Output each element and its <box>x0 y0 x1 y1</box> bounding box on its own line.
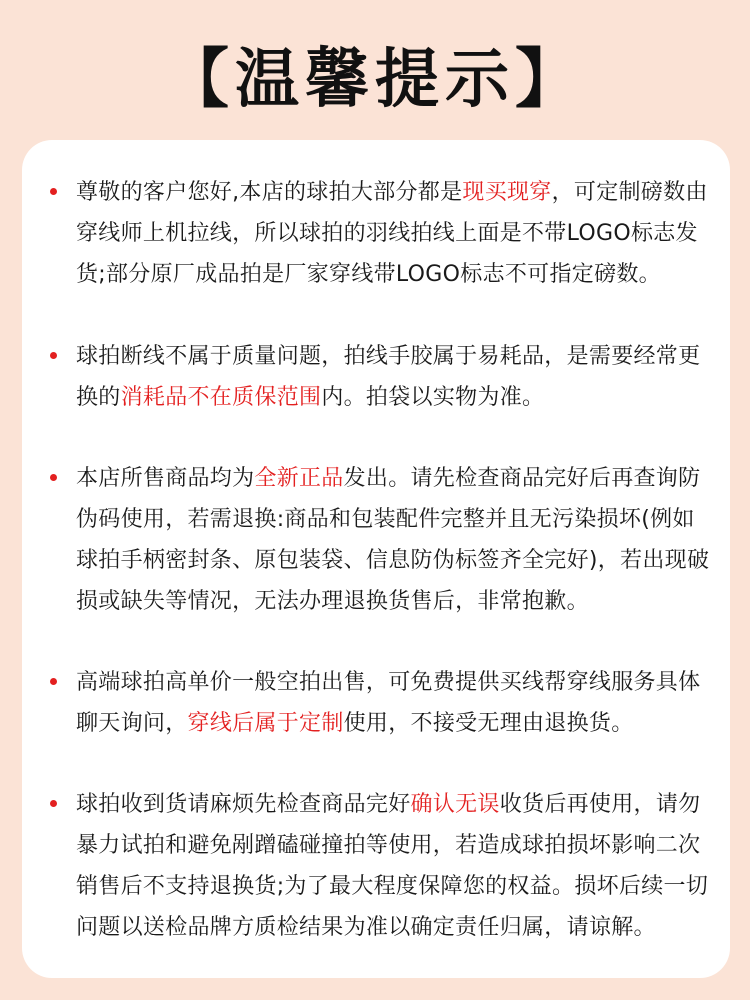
notice-item <box>22 458 730 622</box>
notice-highlight: 确认无误 <box>410 792 500 817</box>
notice-text-before: 尊敬的客户您好,本店的球拍大部分都是 <box>76 180 463 205</box>
notice-card <box>22 140 730 978</box>
bullet-dot-icon <box>50 678 57 685</box>
bullet-dot-icon <box>50 188 57 195</box>
notice-text <box>76 336 710 418</box>
notice-text-before: 本店所售商品均为 <box>76 466 255 491</box>
bullet-dot-icon <box>50 800 57 807</box>
notice-highlight: 消耗品不在质保范围 <box>120 385 322 410</box>
notice-text <box>76 662 710 744</box>
notice-text <box>76 784 710 948</box>
notice-item <box>22 336 730 418</box>
notice-text-before: 球拍断线不属于质量问题，拍线手胶属于易耗品，是需要经常更换的 <box>76 344 701 410</box>
bullet-dot-icon <box>50 352 57 359</box>
notice-text-after: 发出。请先检查商品完好后再查询防伪码使用，若需退换:商品和包装配件完整并且无污染损坏(例如球拍手柄密封条、原包装袋、信息防伪标签齐全完好)，若出现破损或缺失等情况，无法办理退换货售后，非常抱歉。 <box>76 466 710 614</box>
notice-highlight: 穿线后属于定制 <box>187 711 344 736</box>
notice-text-before: 球拍收到货请麻烦先检查商品完好 <box>76 792 411 817</box>
notice-highlight: 现买现穿 <box>462 180 552 205</box>
notice-text-after: 使用，不接受无理由退换货。 <box>343 711 634 736</box>
notice-text <box>76 458 710 622</box>
notice-text-before: 高端球拍高单价一般空拍出售，可免费提供买线帮穿线服务具体聊天询问， <box>76 670 701 736</box>
page-title: 【温馨提示】 <box>165 43 585 117</box>
bullet-dot-icon <box>50 474 57 481</box>
notice-text <box>76 172 710 295</box>
notice-text-after: 内。拍袋以实物为准。 <box>321 385 545 410</box>
notice-item <box>22 172 730 295</box>
notice-text-after: 收货后再使用，请勿暴力试拍和避免剐蹭磕碰撞拍等使用，若造成球拍损坏影响二次销售后不支持退换货;为了最大程度保障您的权益。损坏后续一切问题以送检品牌方质检结果为准以确定责任归属，请谅解。 <box>76 792 709 940</box>
notice-item <box>22 662 730 744</box>
notice-highlight: 全新正品 <box>254 466 344 491</box>
notice-item <box>22 784 730 948</box>
notice-text-after: ，可定制磅数由穿线师上机拉线，所以球拍的羽线拍线上面是不带LOGO标志发货;部分原厂成品拍是厂家穿线带LOGO标志不可指定磅数。 <box>76 180 708 287</box>
